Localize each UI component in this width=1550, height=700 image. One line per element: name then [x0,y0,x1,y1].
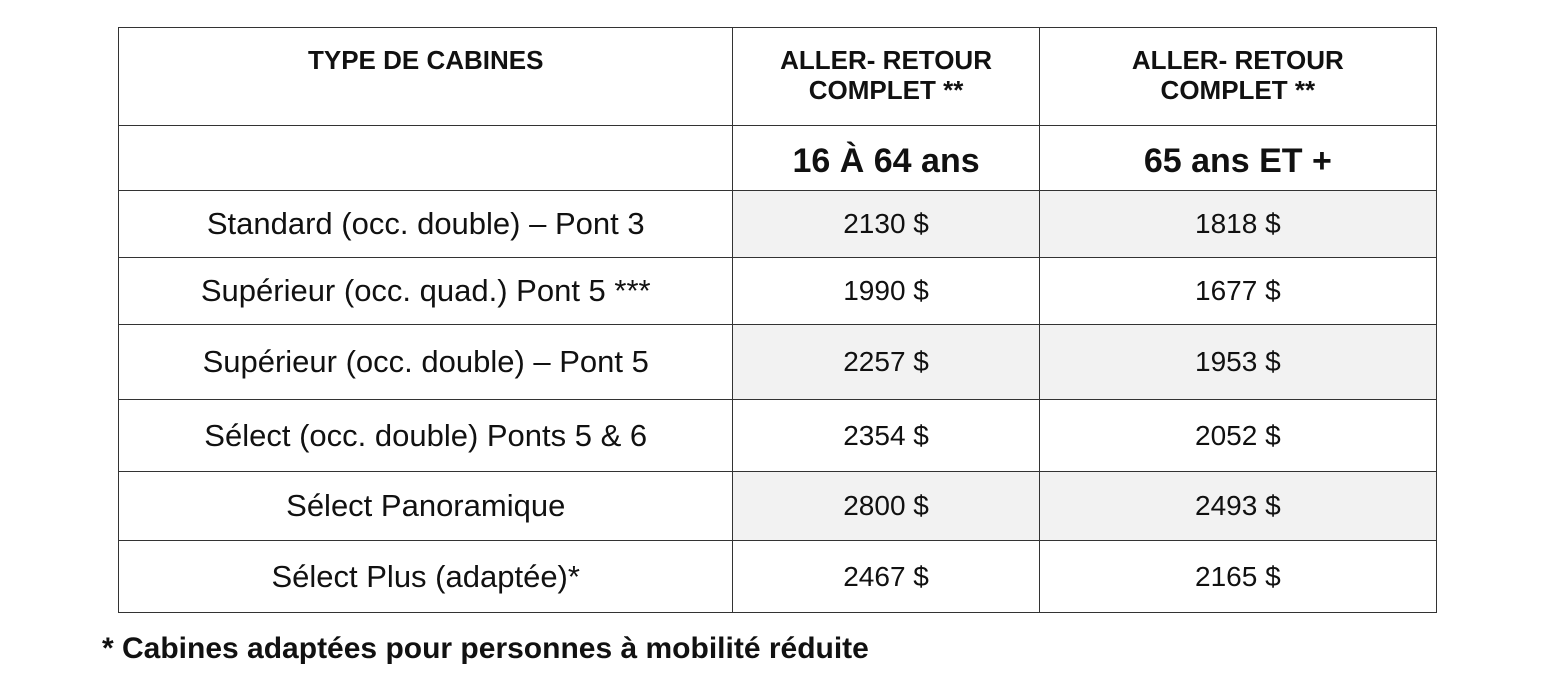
header-senior-round-trip [1039,28,1436,126]
cabin-type-cell: Sélect (occ. double) Ponts 5 & 6 [119,400,733,472]
senior-price-cell: 1953 $ [1039,325,1436,400]
cabin-price-table [118,27,1437,613]
header-adult-line1: ALLER- RETOUR [780,45,992,75]
age-group-adult-label: 16 À 64 ans [792,141,980,180]
table-row [119,541,1437,613]
cabin-type-cell: Sélect Panoramique [119,472,733,541]
table-row [119,191,1437,258]
header-senior-line2: COMPLET ** [1160,75,1316,105]
cabin-type-cell: Supérieur (occ. quad.) Pont 5 *** [119,258,733,325]
footnote: * Cabines adaptées pour personnes à mobilité réduite [102,632,869,665]
header-cabin-type: TYPE DE CABINES [119,28,733,126]
table-row [119,325,1437,400]
header-adult-line2: COMPLET ** [808,75,964,105]
senior-price-cell: 1677 $ [1039,258,1436,325]
table-row [119,472,1437,541]
adult-price-cell: 2800 $ [733,472,1039,541]
age-group-empty-cell [119,126,733,191]
cabin-type-cell: Supérieur (occ. double) – Pont 5 [119,325,733,400]
adult-price-cell: 2467 $ [733,541,1039,613]
age-group-senior [1039,126,1436,191]
cabin-type-cell: Sélect Plus (adaptée)* [119,541,733,613]
table-row [119,400,1437,472]
adult-price-cell: 2257 $ [733,325,1039,400]
cabin-type-cell: Standard (occ. double) – Pont 3 [119,191,733,258]
adult-price-cell: 2130 $ [733,191,1039,258]
age-group-adult [733,126,1039,191]
age-group-senior-label: 65 ans ET + [1143,141,1332,180]
senior-price-cell: 2493 $ [1039,472,1436,541]
senior-price-cell: 2165 $ [1039,541,1436,613]
header-adult-round-trip [733,28,1039,126]
table-row [119,258,1437,325]
header-senior-line1: ALLER- RETOUR [1131,45,1344,75]
adult-price-cell: 2354 $ [733,400,1039,472]
senior-price-cell: 2052 $ [1039,400,1436,472]
adult-price-cell: 1990 $ [733,258,1039,325]
age-group-row [119,126,1437,191]
header-row [119,28,1437,126]
senior-price-cell: 1818 $ [1039,191,1436,258]
